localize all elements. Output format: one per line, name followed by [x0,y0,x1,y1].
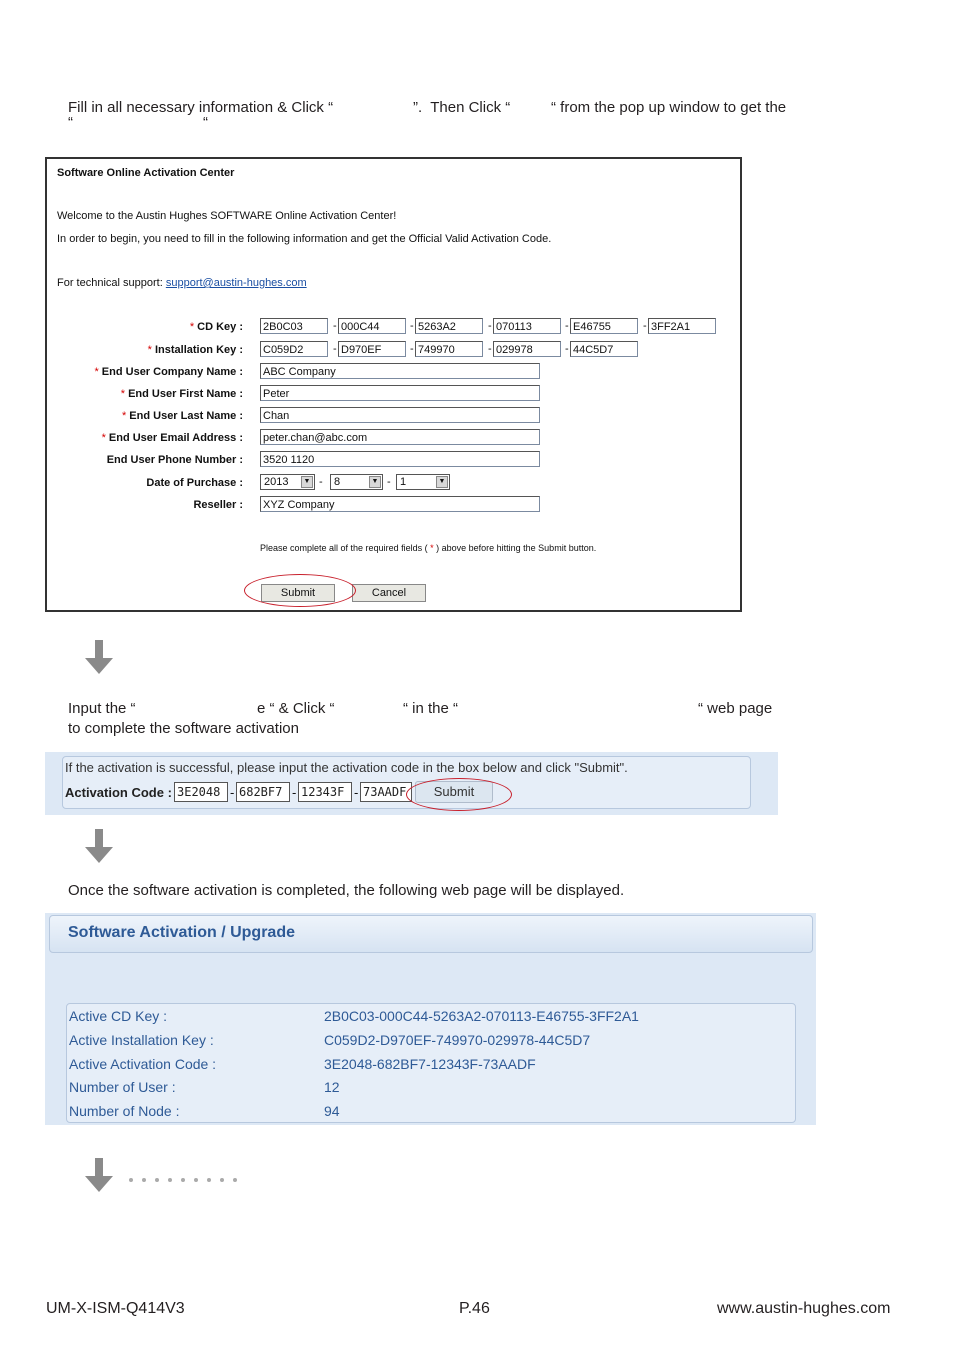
activation-code-label: Activation Code : [65,785,172,800]
activation-code-input-1[interactable]: 3E2048 [174,782,228,802]
install-key-input-4[interactable]: 029978 [493,341,561,357]
activation-code-panel [45,752,778,815]
separator: - [333,320,337,332]
result-value: 94 [324,1103,340,1119]
date-label: Date of Purchase : [146,477,243,489]
result-label: Active Installation Key : [69,1032,214,1048]
activation-form-screenshot [45,157,742,612]
submit-highlight-circle [244,574,356,607]
footer-website: www.austin-hughes.com [717,1300,891,1317]
step2-line1-part-c: “ in the “ [403,700,459,717]
separator: - [643,320,647,332]
month-select[interactable] [330,474,383,490]
chevron-down-icon[interactable]: ▼ [301,476,313,488]
intro-line2-part-a: “ [68,114,73,131]
separator: - [488,320,492,332]
day-value: 1 [400,476,407,488]
result-details-box [66,1003,796,1123]
separator: - [333,343,337,355]
separator: - [410,320,414,332]
cd-key-input-3[interactable]: 5263A2 [415,318,483,334]
step2-line1-part-b: e “ & Click “ [257,700,335,717]
step3-text: Once the software activation is completed, the following web page will be displayed. [68,882,625,899]
install-key-input-2[interactable]: D970EF [338,341,406,357]
intro-line2-part-b: “ [203,114,208,131]
phone-label: End User Phone Number : [106,454,243,466]
footer-page-number: P.46 [459,1300,490,1317]
cd-key-label: * CD Key : [189,321,243,333]
first-name-input[interactable]: Peter [260,385,540,401]
separator: - [488,343,492,355]
reseller-input[interactable]: XYZ Company [260,496,540,512]
form-title: Software Online Activation Center [57,167,235,179]
cd-key-input-4[interactable]: 070113 [493,318,561,334]
intro-line1-part-c: “ from the pop up window to get the [551,99,787,116]
cd-key-input-5[interactable]: E46755 [570,318,638,334]
year-value: 2013 [264,476,289,488]
result-value: 2B0C03-000C44-5263A2-070113-E46755-3FF2A1 [324,1008,639,1024]
intro-line1-part-b: ”. Then Click “ [413,99,511,116]
activation-code-input-4[interactable]: 73AADF [360,782,412,802]
form-instructions: In order to begin, you need to fill in the following information and get the Official Valid Activation Code. [57,233,552,245]
email-input[interactable]: peter.chan@abc.com [260,429,540,445]
result-label: Number of Node : [69,1103,180,1119]
activation-submit-button[interactable]: Submit [415,781,493,803]
separator: - [354,785,359,800]
install-key-input-3[interactable]: 749970 [415,341,483,357]
result-value: 12 [324,1079,340,1095]
install-key-input-1[interactable]: C059D2 [260,341,328,357]
intro-line1-part-a: Fill in all necessary information & Click “ [68,99,334,116]
install-key-input-5[interactable]: 44C5D7 [570,341,638,357]
result-label: Active Activation Code : [69,1056,217,1072]
support-label: For technical support: [57,277,166,289]
company-input[interactable]: ABC Company [260,363,540,379]
install-key-label: * Installation Key : [147,344,243,356]
year-select[interactable] [260,474,315,490]
separator: - [565,343,569,355]
required-note: Please complete all of the required fields ( * ) above before hitting the Submit button. [260,543,597,553]
activation-code-input-3[interactable]: 12343F [298,782,352,802]
activation-code-input-2[interactable]: 682BF7 [236,782,290,802]
activation-message: If the activation is successful, please input the activation code in the box below and click "Submit". [65,760,628,775]
email-label: * End User Email Address : [101,432,243,444]
cancel-button[interactable]: Cancel [352,584,426,602]
first-name-label: * End User First Name : [120,388,243,400]
last-name-label: * End User Last Name : [121,410,243,422]
result-label: Number of User : [69,1079,176,1095]
cd-key-input-1[interactable]: 2B0C03 [260,318,328,334]
cd-key-input-2[interactable]: 000C44 [338,318,406,334]
separator: - [565,320,569,332]
day-select[interactable] [396,474,450,490]
separator: - [410,343,414,355]
chevron-down-icon[interactable]: ▼ [436,476,448,488]
month-value: 8 [334,476,341,488]
continuation-dots-icon [126,1175,250,1185]
separator: - [319,476,323,488]
separator: - [230,785,235,800]
submit-button[interactable]: Submit [261,584,335,602]
step2-line1-part-a: Input the “ [68,700,136,717]
company-label: * End User Company Name : [94,366,243,378]
last-name-input[interactable]: Chan [260,407,540,423]
result-value: C059D2-D970EF-749970-029978-44C5D7 [324,1032,591,1048]
footer-doc-id: UM-X-ISM-Q414V3 [46,1300,185,1317]
result-label: Active CD Key : [69,1008,168,1024]
support-email-link[interactable]: support@austin-hughes.com [165,277,307,289]
chevron-down-icon[interactable]: ▼ [369,476,381,488]
form-support [57,277,307,289]
step2-line1-part-d: “ web page [698,700,773,717]
result-value: 3E2048-682BF7-12343F-73AADF [324,1056,536,1072]
reseller-label: Reseller : [193,499,243,511]
arrow-down-icon [85,1158,113,1194]
separator: - [387,476,391,488]
separator: - [292,785,297,800]
result-title: Software Activation / Upgrade [68,924,295,941]
step2-line2: to complete the software activation [68,720,299,737]
form-welcome: Welcome to the Austin Hughes SOFTWARE Online Activation Center! [57,210,397,222]
arrow-down-icon [85,829,113,865]
cd-key-input-6[interactable]: 3FF2A1 [648,318,716,334]
phone-input[interactable]: 3520 1120 [260,451,540,467]
submit-highlight-circle [406,778,512,811]
arrow-down-icon [85,640,113,676]
activation-result-panel [45,913,816,1125]
